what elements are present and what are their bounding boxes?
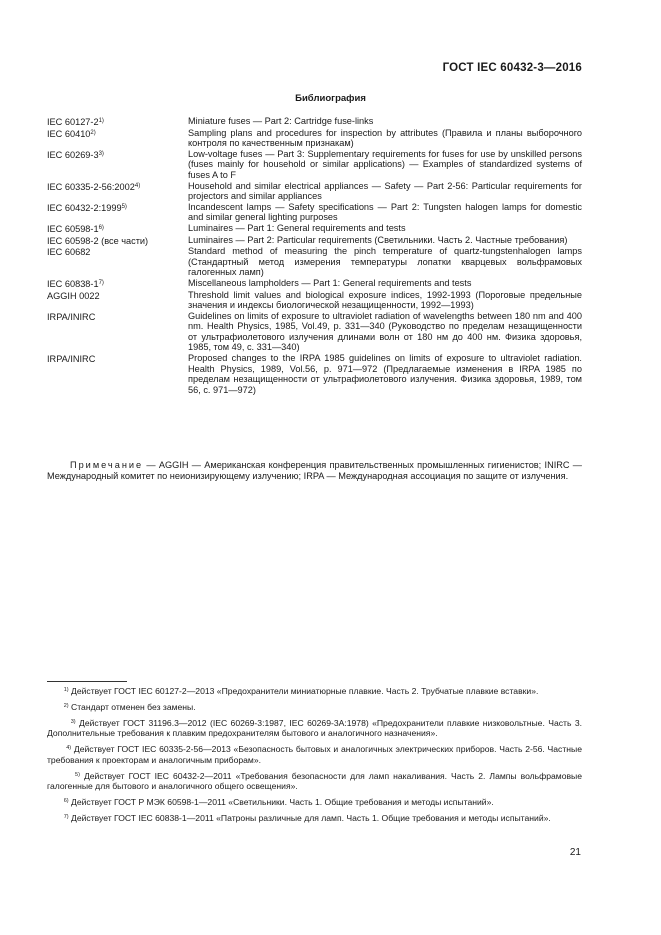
entry-reference: IEC 60682	[47, 247, 91, 258]
bibliography-entry	[47, 290, 582, 311]
entry-description: Proposed changes to the IRPA 1985 guidelines on limits of exposure to ultraviolet radiation. Health Physics, 1989, Vol.56, p. 971—972 (Предлагаемые изменения в IRPA 1985 по пределам незащищенности от ультрафиолетового излучения. Физика здоровья, 1989, том 56, с. 971—972)	[188, 353, 582, 395]
entry-description: Sampling plans and procedures for inspection by attributes (Правила и планы выборочного контроля по качественным признакам)	[188, 127, 582, 149]
document-header: ГОСТ IEC 60432-3—2016	[442, 62, 582, 74]
footnote: $^{2)}$ Стандарт отменен без замены.	[63, 701, 196, 712]
note-paragraph	[47, 460, 582, 483]
entry-description: Miniature fuses — Part 2: Cartridge fuse-links	[188, 116, 374, 126]
bibliography-list	[47, 116, 582, 395]
bibliography-entry	[47, 116, 582, 128]
footnotes-list	[47, 685, 582, 828]
page-number: 21	[569, 847, 581, 858]
entry-description: Guidelines on limits of exposure to ultraviolet radiation of wavelengths between 180 nm and 400 nm. Health Physics, 1985, Vol.49, p. 331—340 (Руководство по пределам незащищенности от ультрафиолетового излучения длинами волн от 180 нм до 400 нм. Физика здоровья, 1985, том 49, с. 331—340)	[188, 310, 582, 353]
entry-reference: IRPA/INIRC	[47, 354, 96, 365]
entry-reference: IEC 60598-1$^{6)}$	[47, 223, 104, 234]
entry-description: Threshold limit values and biological exposure indices, 1992-1993 (Пороговые предельные значения и индексы биологической незащищенности, 1992—1993)	[188, 289, 582, 311]
footnote: $^{7)}$ Действует ГОСТ IEC 60838-1—2011 «Патроны различные для ламп. Часть 1. Общие требования и методы испытаний».	[63, 813, 551, 824]
bibliography-entry	[47, 278, 582, 290]
entry-reference: IEC 60269-3$^{3)}$	[47, 149, 104, 160]
bibliography-entry	[47, 223, 582, 235]
entry-reference: IRPA/INIRC	[47, 311, 96, 322]
entry-description: Standard method of measuring the pinch temperature of quartz-tungstenhalogen lamps (Стандартный метод измерения температуры лопатки кварцевых вольфрамовых галогенных ламп)	[188, 246, 582, 278]
entry-description: Luminaires — Part 1: General requirements and tests	[188, 222, 406, 233]
footnote: $^{1)}$ Действует ГОСТ IEC 60127-2—2013 «Предохранители миниатюрные плавкие. Часть 2. Трубчатые плавкие вставки».	[63, 686, 539, 696]
note-text: — AGGIH — Американская конференция правительственных промышленных гигиенистов; INIRC — Международный комитет по неионизирующему излучению; IRPA — Международная ассоциация по защите от излучения.	[47, 460, 582, 482]
bibliography-entry	[47, 311, 582, 353]
bibliography-entry	[47, 353, 582, 395]
footnote: $^{4)}$ Действует ГОСТ IEC 60335-2-56—2013 «Безопасность бытовых и аналогичных электрических приборов. Часть 2-56. Частные требования к проекторам и аналогичным приборам».	[47, 744, 582, 765]
bibliography-entry	[47, 202, 582, 223]
entry-description: Household and similar electrical appliances — Safety — Part 2-56: Particular requirements for projectors and similar appliances	[188, 180, 582, 202]
entry-reference: IEC 60410$^{2)}$	[47, 128, 96, 139]
footnote: $^{5)}$ Действует ГОСТ IEC 60432-2—2011 «Требования безопасности для ламп накаливания. Часть 2. Лампы вольфрамовые галогенные для бытового и аналогичного общего освещения».	[47, 770, 582, 792]
entry-description: Low-voltage fuses — Part 3: Supplementary requirements for fuses for use by unskilled persons (fuses mainly for household or similar applications) — Examples of standardized systems of fuses A to F	[188, 148, 582, 180]
entry-description: Luminaires — Part 2: Particular requirements (Светильники. Часть 2. Частные требования)	[188, 234, 568, 245]
bibliography-entry	[47, 181, 582, 202]
entry-reference: IEC 60598-2 (все части)	[47, 235, 149, 246]
footnote: $^{3)}$ Действует ГОСТ 31196.3—2012 (IEC 60269-3:1987, IEC 60269-3A:1978) «Предохранители плавкие низковольтные. Часть 3. Дополнительные требования к плавким предохранителям бытового и аналогичного назначения».	[47, 717, 582, 739]
entry-reference: IEC 60432-2:1999$^{5)}$	[47, 202, 127, 213]
bibliography-entry	[47, 246, 582, 278]
entry-description: Incandescent lamps — Safety specifications — Part 2: Tungsten halogen lamps for domestic and similar general lighting purposes	[188, 201, 582, 223]
entry-description: Miscellaneous lampholders — Part 1: General requirements and tests	[188, 277, 472, 288]
entry-reference: IEC 60335-2-56:2002$^{4)}$	[47, 181, 141, 192]
entry-reference: AGGIH 0022	[47, 290, 100, 301]
footnote-separator	[47, 681, 127, 682]
entry-reference: IEC 60127-2$^{1)}$	[47, 117, 104, 127]
bibliography-entry	[47, 128, 582, 149]
note-label: Примечание	[69, 460, 144, 470]
bibliography-title: Библиография	[295, 93, 366, 104]
bibliography-entry	[47, 235, 582, 247]
bibliography-entry	[47, 149, 582, 181]
entry-reference: IEC 60838-1$^{7)}$	[47, 278, 104, 289]
footnote: $^{6)}$ Действует ГОСТ Р МЭК 60598-1—2011 «Светильники. Часть 1. Общие требования и методы испытаний».	[63, 797, 494, 808]
